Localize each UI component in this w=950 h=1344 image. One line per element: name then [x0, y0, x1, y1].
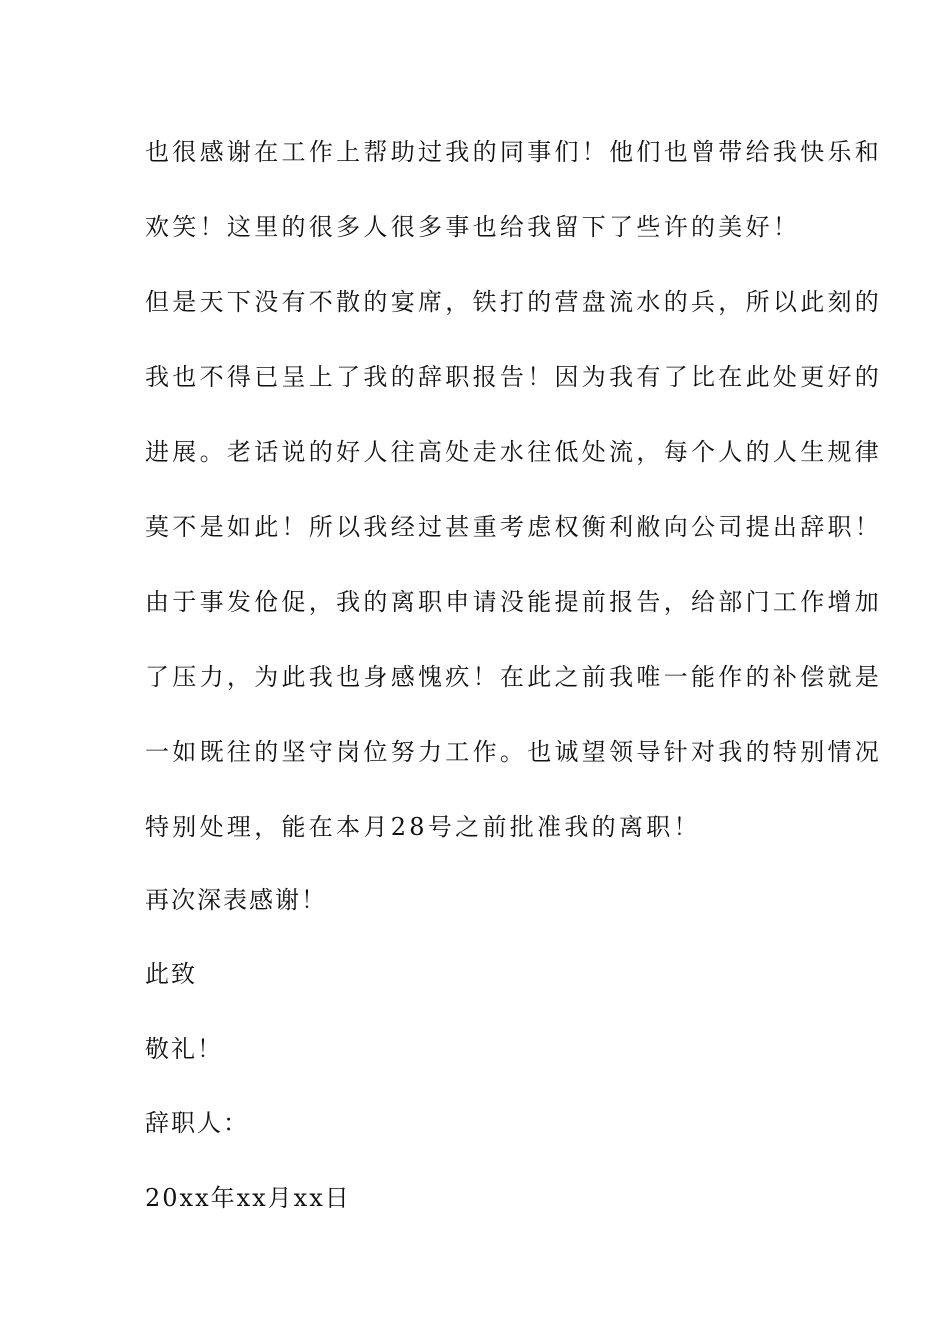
body-text-line: 莫不是如此！所以我经过甚重考虑权衡利敝向公司提出辞职！: [145, 513, 883, 541]
body-text-line: 也很感谢在工作上帮助过我的同事们！他们也曾带给我快乐和: [145, 138, 883, 166]
body-text-line: 了压力，为此我也身感愧疚！在此之前我唯一能作的补偿就是: [145, 663, 883, 691]
salutation: 此致: [145, 960, 197, 988]
body-text-line: 进展。老话说的好人往高处走水往低处流，每个人的人生规律: [145, 438, 883, 466]
closing-thanks: 再次深表感谢！: [145, 886, 327, 914]
regards: 敬礼！: [145, 1035, 223, 1063]
body-text-line: 但是天下没有不散的宴席，铁打的营盘流水的兵，所以此刻的: [145, 288, 883, 316]
body-text-line: 欢笑！这里的很多人很多事也给我留下了些许的美好！: [145, 213, 801, 241]
date-line: 20xx年xx月xx日: [145, 1184, 351, 1212]
body-text-line: 一如既往的坚守岗位努力工作。也诚望领导针对我的特别情况: [145, 738, 883, 766]
body-text-line: 我也不得已呈上了我的辞职报告！因为我有了比在此处更好的: [145, 363, 883, 391]
body-text-line: 由于事发伧促，我的离职申请没能提前报告，给部门工作增加: [145, 588, 883, 616]
body-text-line: 特别处理，能在本月28号之前批准我的离职！: [145, 813, 701, 841]
signature-label: 辞职人：: [145, 1109, 249, 1137]
